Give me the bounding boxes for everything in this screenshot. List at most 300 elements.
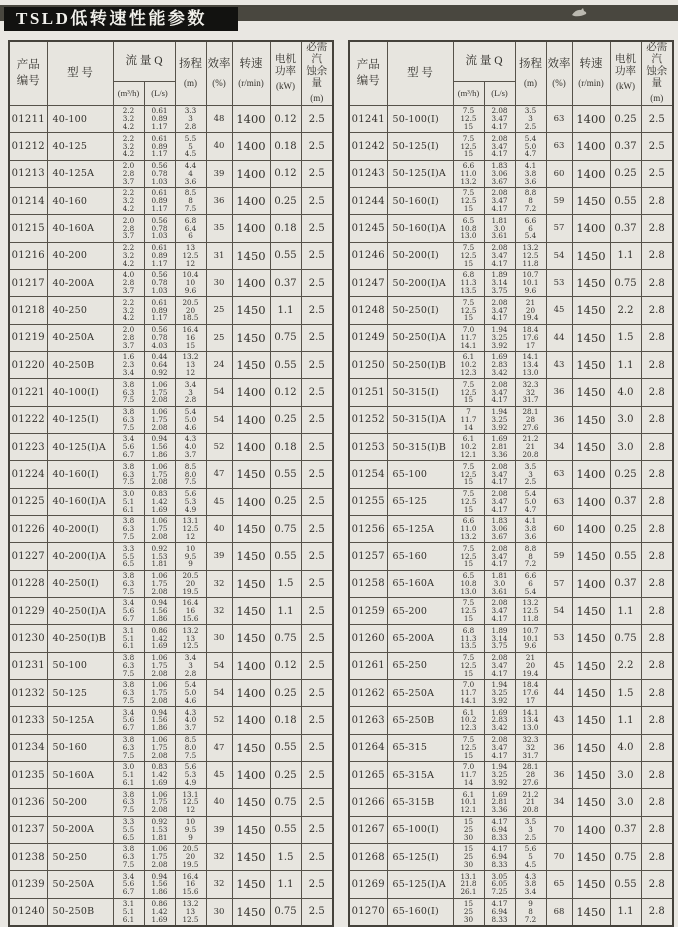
efficiency-cell: 45 [546,652,572,679]
efficiency-cell: 59 [546,187,572,214]
npsh-cell: 2.5 [301,160,333,187]
table-row [9,406,333,433]
flow-m3h-cell: 6.1 10.2 12.3 [453,351,484,378]
flow-m3h-cell: 3.0 5.1 6.1 [113,488,144,515]
model-cell: 50-125 [47,679,113,706]
product-no-cell: 01219 [9,324,47,351]
model-cell: 50-315(I)A [387,406,453,433]
head-cell: 10 9.5 9 [175,816,206,843]
header-flow-ls: (L/s) [484,82,515,106]
efficiency-cell: 59 [546,543,572,570]
speed-cell: 1450 [572,843,610,870]
model-cell: 50-250(I) [387,297,453,324]
efficiency-cell: 32 [206,843,232,870]
power-cell: 0.37 [270,269,301,296]
product-no-cell: 01231 [9,652,47,679]
efficiency-cell: 63 [546,133,572,160]
npsh-cell: 2.8 [641,761,673,788]
product-no-cell: 01230 [9,625,47,652]
flow-ls-cell: 0.94 1.56 1.86 [144,433,175,460]
product-no-cell: 01269 [349,871,387,898]
flow-ls-cell: 2.08 3.47 4.17 [484,652,515,679]
head-cell: 4.3 3.8 3.4 [515,871,546,898]
speed-cell: 1400 [232,488,270,515]
speed-cell: 1400 [232,133,270,160]
power-cell: 1.1 [610,597,641,624]
speed-cell: 1450 [232,570,270,597]
head-cell: 5.5 5 4.5 [175,133,206,160]
header-flow: 流 量 Q [113,41,175,82]
npsh-cell: 2.8 [641,215,673,242]
head-cell: 13.2 13 12 [175,351,206,378]
speed-cell: 1450 [572,406,610,433]
efficiency-cell: 36 [546,406,572,433]
npsh-cell: 2.8 [641,324,673,351]
head-cell: 21.2 21 20.8 [515,433,546,460]
model-cell: 40-250B [47,351,113,378]
flow-ls-cell: 4.17 6.94 8.33 [484,816,515,843]
table-row [9,543,333,570]
head-cell: 13.2 13 12.5 [175,625,206,652]
power-cell: 1.5 [270,570,301,597]
speed-cell: 1450 [572,379,610,406]
table-row [9,816,333,843]
head-cell: 8.5 8.0 7.5 [175,734,206,761]
product-no-cell: 01217 [9,269,47,296]
efficiency-cell: 52 [206,433,232,460]
product-no-cell: 01214 [9,187,47,214]
product-no-cell: 01241 [349,106,387,133]
flow-m3h-cell: 2.2 3.2 4.2 [113,106,144,133]
tables-container [8,40,674,924]
table-row [349,297,673,324]
power-cell: 1.5 [610,324,641,351]
npsh-cell: 2.5 [301,187,333,214]
npsh-cell: 2.8 [641,871,673,898]
model-cell: 65-125(I) [387,843,453,870]
product-no-cell: 01237 [9,816,47,843]
product-no-cell: 01223 [9,433,47,460]
flow-ls-cell: 0.61 0.89 1.17 [144,106,175,133]
page-title: TSLD低转速性能参数 [4,7,238,31]
product-no-cell: 01265 [349,761,387,788]
header-product-no: 产品 编号 [349,41,387,106]
npsh-cell: 2.5 [301,597,333,624]
npsh-cell: 2.5 [301,871,333,898]
table-row [9,106,333,133]
model-cell: 65-250B [387,707,453,734]
table-row [349,597,673,624]
flow-m3h-cell: 3.4 5.6 6.7 [113,597,144,624]
flow-ls-cell: 0.56 0.78 1.03 [144,269,175,296]
product-no-cell: 01254 [349,461,387,488]
npsh-cell: 2.5 [301,297,333,324]
efficiency-cell: 45 [206,488,232,515]
head-cell: 16.4 16 15.6 [175,597,206,624]
table-row [9,297,333,324]
power-cell: 0.55 [270,816,301,843]
table-row [349,351,673,378]
speed-cell: 1450 [232,625,270,652]
efficiency-cell: 57 [546,570,572,597]
flow-m3h-cell: 3.8 6.3 7.5 [113,843,144,870]
header-npsh: 必需汽 蚀余量 (m) [641,41,673,106]
speed-cell: 1400 [232,187,270,214]
speed-cell: 1450 [572,871,610,898]
head-cell: 18.4 17.6 17 [515,324,546,351]
efficiency-cell: 36 [206,187,232,214]
table-row [349,816,673,843]
power-cell: 0.37 [610,488,641,515]
model-cell: 40-160(I)A [47,488,113,515]
efficiency-cell: 44 [546,679,572,706]
flow-m3h-cell: 6.6 11.0 13.2 [453,160,484,187]
flow-m3h-cell: 3.8 6.3 7.5 [113,515,144,542]
flow-ls-cell: 1.89 3.14 3.75 [484,625,515,652]
head-cell: 16.4 16 15.6 [175,871,206,898]
head-cell: 5.6 5 4.5 [515,843,546,870]
flow-m3h-cell: 3.4 5.6 6.7 [113,871,144,898]
efficiency-cell: 32 [206,871,232,898]
power-cell: 0.25 [610,515,641,542]
model-cell: 65-125(I)A [387,871,453,898]
efficiency-cell: 54 [206,379,232,406]
flow-m3h-cell: 3.8 6.3 7.5 [113,406,144,433]
head-cell: 6.6 6 5.4 [515,215,546,242]
flow-ls-cell: 1.69 2.83 3.42 [484,707,515,734]
flow-ls-cell: 1.81 3.0 3.61 [484,570,515,597]
model-cell: 40-160 [47,187,113,214]
model-cell: 50-100(I) [387,106,453,133]
flow-ls-cell: 0.61 0.89 1.17 [144,297,175,324]
speed-cell: 1400 [232,106,270,133]
product-no-cell: 01220 [9,351,47,378]
flow-m3h-cell: 7.5 12.5 15 [453,734,484,761]
model-cell: 50-160A [47,761,113,788]
model-cell: 65-315A [387,761,453,788]
model-cell: 65-125A [387,515,453,542]
power-cell: 1.1 [270,597,301,624]
speed-cell: 1450 [572,761,610,788]
model-cell: 65-160 [387,543,453,570]
efficiency-cell: 39 [206,160,232,187]
flow-ls-cell: 0.61 0.89 1.17 [144,133,175,160]
speed-cell: 1450 [232,351,270,378]
head-cell: 5.4 5.0 4.7 [515,133,546,160]
head-cell: 8.8 8 7.2 [515,543,546,570]
flow-m3h-cell: 6.1 10.2 12.1 [453,433,484,460]
flow-m3h-cell: 7.5 12.5 15 [453,297,484,324]
flow-ls-cell: 1.83 3.06 3.67 [484,515,515,542]
efficiency-cell: 54 [546,242,572,269]
table-row [349,324,673,351]
npsh-cell: 2.5 [641,106,673,133]
flow-ls-cell: 0.92 1.53 1.81 [144,543,175,570]
npsh-cell: 2.5 [641,133,673,160]
head-cell: 21 20 19.4 [515,652,546,679]
product-no-cell: 01249 [349,324,387,351]
speed-cell: 1450 [232,324,270,351]
table-body-right [349,106,673,927]
npsh-cell: 2.8 [641,515,673,542]
table-row [9,133,333,160]
power-cell: 1.1 [270,297,301,324]
speed-cell: 1450 [232,789,270,816]
efficiency-cell: 63 [546,461,572,488]
efficiency-cell: 40 [206,133,232,160]
product-no-cell: 01268 [349,843,387,870]
table-row [349,242,673,269]
flow-ls-cell: 0.56 0.78 1.03 [144,215,175,242]
power-cell: 0.12 [270,160,301,187]
power-cell: 3.0 [610,761,641,788]
product-no-cell: 01238 [9,843,47,870]
head-cell: 10 9.5 9 [175,543,206,570]
table-row [349,433,673,460]
flow-ls-cell: 0.86 1.42 1.69 [144,625,175,652]
efficiency-cell: 34 [546,789,572,816]
table-row [349,106,673,133]
flow-m3h-cell: 6.8 11.3 13.5 [453,625,484,652]
model-cell: 50-200A [47,816,113,843]
head-cell: 5.4 5.0 4.6 [175,406,206,433]
flow-m3h-cell: 7.5 12.5 15 [453,597,484,624]
npsh-cell: 2.5 [301,543,333,570]
flow-m3h-cell: 3.8 6.3 7.5 [113,461,144,488]
model-cell: 65-250A [387,679,453,706]
header-efficiency: 效率 (%) [206,41,232,106]
power-cell: 0.12 [270,379,301,406]
flow-ls-cell: 0.94 1.56 1.86 [144,871,175,898]
speed-cell: 1450 [232,898,270,926]
product-no-cell: 01256 [349,515,387,542]
speed-cell: 1400 [572,488,610,515]
model-cell: 40-200 [47,242,113,269]
header-model: 型 号 [47,41,113,106]
npsh-cell: 2.5 [301,406,333,433]
model-cell: 50-250(I)A [387,324,453,351]
flow-m3h-cell: 7.5 12.5 15 [453,652,484,679]
flow-m3h-cell: 2.2 3.2 4.2 [113,133,144,160]
product-no-cell: 01225 [9,488,47,515]
efficiency-cell: 63 [546,488,572,515]
power-cell: 1.1 [610,242,641,269]
power-cell: 0.37 [610,816,641,843]
head-cell: 13.2 12.5 11.8 [515,242,546,269]
head-cell: 3.4 3 2.8 [175,379,206,406]
product-no-cell: 01251 [349,379,387,406]
npsh-cell: 2.5 [301,761,333,788]
table-row [9,160,333,187]
product-no-cell: 01245 [349,215,387,242]
power-cell: 1.1 [610,898,641,926]
power-cell: 0.75 [610,269,641,296]
model-cell: 40-100(I) [47,379,113,406]
model-cell: 40-250(I)B [47,625,113,652]
table-row [349,898,673,926]
npsh-cell: 2.8 [641,597,673,624]
efficiency-cell: 40 [206,789,232,816]
efficiency-cell: 43 [546,351,572,378]
table-row [349,461,673,488]
power-cell: 0.75 [610,625,641,652]
flow-ls-cell: 2.08 3.47 4.17 [484,297,515,324]
model-cell: 50-160(I) [387,187,453,214]
power-cell: 0.75 [610,843,641,870]
flow-ls-cell: 1.94 3.25 3.92 [484,761,515,788]
efficiency-cell: 43 [546,707,572,734]
flow-m3h-cell: 6.8 11.3 13.5 [453,269,484,296]
head-cell: 3.5 3 2.5 [515,461,546,488]
flow-m3h-cell: 15 25 30 [453,843,484,870]
table-row [9,734,333,761]
head-cell: 21 20 19.4 [515,297,546,324]
table-row [9,789,333,816]
flow-m3h-cell: 3.3 5.5 6.5 [113,816,144,843]
efficiency-cell: 52 [206,707,232,734]
table-row [349,843,673,870]
head-cell: 20.5 20 18.5 [175,297,206,324]
table-row [9,761,333,788]
flow-ls-cell: 1.06 1.75 2.08 [144,461,175,488]
power-cell: 0.55 [270,543,301,570]
flow-ls-cell: 2.08 3.47 4.17 [484,734,515,761]
head-cell: 3.5 3 2.5 [515,816,546,843]
model-cell: 65-100 [387,461,453,488]
npsh-cell: 2.5 [301,133,333,160]
flow-ls-cell: 1.06 1.75 2.08 [144,652,175,679]
speed-cell: 1400 [232,215,270,242]
speed-cell: 1400 [232,269,270,296]
npsh-cell: 2.5 [301,843,333,870]
flow-m3h-cell: 3.8 6.3 7.5 [113,679,144,706]
flow-m3h-cell: 7.0 11.7 14.1 [453,679,484,706]
model-cell: 50-315(I) [387,379,453,406]
power-cell: 0.75 [270,324,301,351]
npsh-cell: 2.8 [641,570,673,597]
power-cell: 0.12 [270,652,301,679]
product-no-cell: 01266 [349,789,387,816]
efficiency-cell: 39 [206,543,232,570]
power-cell: 0.75 [270,625,301,652]
model-cell: 40-125(I) [47,406,113,433]
efficiency-cell: 63 [546,106,572,133]
speed-cell: 1400 [572,215,610,242]
speed-cell: 1400 [572,461,610,488]
speed-cell: 1400 [572,570,610,597]
speed-cell: 1400 [232,679,270,706]
flow-m3h-cell: 6.6 11.0 13.2 [453,515,484,542]
model-cell: 40-100 [47,106,113,133]
table-row [9,597,333,624]
npsh-cell: 2.5 [301,215,333,242]
speed-cell: 1450 [232,543,270,570]
flow-ls-cell: 2.08 3.47 4.17 [484,461,515,488]
model-cell: 50-160(I)A [387,215,453,242]
speed-cell: 1450 [232,734,270,761]
flow-ls-cell: 4.17 6.94 8.33 [484,843,515,870]
product-no-cell: 01244 [349,187,387,214]
npsh-cell: 2.8 [641,242,673,269]
flow-m3h-cell: 3.4 5.6 6.7 [113,707,144,734]
npsh-cell: 2.5 [301,734,333,761]
npsh-cell: 2.5 [301,461,333,488]
flow-m3h-cell: 7.5 12.5 15 [453,543,484,570]
npsh-cell: 2.5 [301,324,333,351]
power-cell: 1.1 [270,871,301,898]
flow-ls-cell: 1.06 1.75 2.08 [144,679,175,706]
flow-ls-cell: 1.06 1.75 2.08 [144,843,175,870]
speed-cell: 1400 [572,106,610,133]
head-cell: 28.1 28 27.6 [515,761,546,788]
header-flow-ls: (L/s) [144,82,175,106]
model-cell: 40-200(I) [47,515,113,542]
header-head: 扬程 (m) [515,41,546,106]
efficiency-cell: 36 [546,734,572,761]
speed-cell: 1450 [232,515,270,542]
table-row [349,133,673,160]
speed-cell: 1400 [232,652,270,679]
power-cell: 0.55 [610,871,641,898]
table-row [349,761,673,788]
npsh-cell: 2.5 [301,707,333,734]
flow-ls-cell: 0.61 0.89 1.17 [144,187,175,214]
table-row [349,570,673,597]
npsh-cell: 2.8 [641,461,673,488]
flow-ls-cell: 1.06 1.75 2.08 [144,789,175,816]
power-cell: 0.75 [270,515,301,542]
flow-ls-cell: 2.08 3.47 4.17 [484,597,515,624]
efficiency-cell: 30 [206,625,232,652]
power-cell: 4.0 [610,379,641,406]
product-no-cell: 01222 [9,406,47,433]
head-cell: 28.1 28 27.6 [515,406,546,433]
flow-m3h-cell: 7.5 12.5 15 [453,106,484,133]
product-no-cell: 01240 [9,898,47,926]
npsh-cell: 2.8 [641,297,673,324]
power-cell: 4.0 [610,734,641,761]
power-cell: 0.25 [610,106,641,133]
power-cell: 0.37 [610,215,641,242]
speed-cell: 1400 [232,707,270,734]
npsh-cell: 2.5 [641,160,673,187]
model-cell: 40-200(I)A [47,543,113,570]
model-cell: 50-125A [47,707,113,734]
product-no-cell: 01234 [9,734,47,761]
head-cell: 3.5 3 2.5 [515,106,546,133]
npsh-cell: 2.8 [641,379,673,406]
efficiency-cell: 54 [206,406,232,433]
flow-m3h-cell: 7 11.7 14 [453,406,484,433]
head-cell: 13 12.5 12 [175,242,206,269]
flow-m3h-cell: 3.8 6.3 7.5 [113,789,144,816]
npsh-cell: 2.8 [641,652,673,679]
npsh-cell: 2.5 [301,106,333,133]
table-body-left [9,106,333,927]
speed-cell: 1400 [572,160,610,187]
efficiency-cell: 54 [206,652,232,679]
npsh-cell: 2.8 [641,433,673,460]
flow-ls-cell: 1.06 1.75 2.08 [144,570,175,597]
head-cell: 18.4 17.6 17 [515,679,546,706]
power-cell: 0.18 [270,133,301,160]
speed-cell: 1450 [232,297,270,324]
header-head: 扬程 (m) [175,41,206,106]
head-cell: 13.2 12.5 11.8 [515,597,546,624]
speed-cell: 1400 [572,133,610,160]
table-row [9,351,333,378]
efficiency-cell: 65 [546,871,572,898]
